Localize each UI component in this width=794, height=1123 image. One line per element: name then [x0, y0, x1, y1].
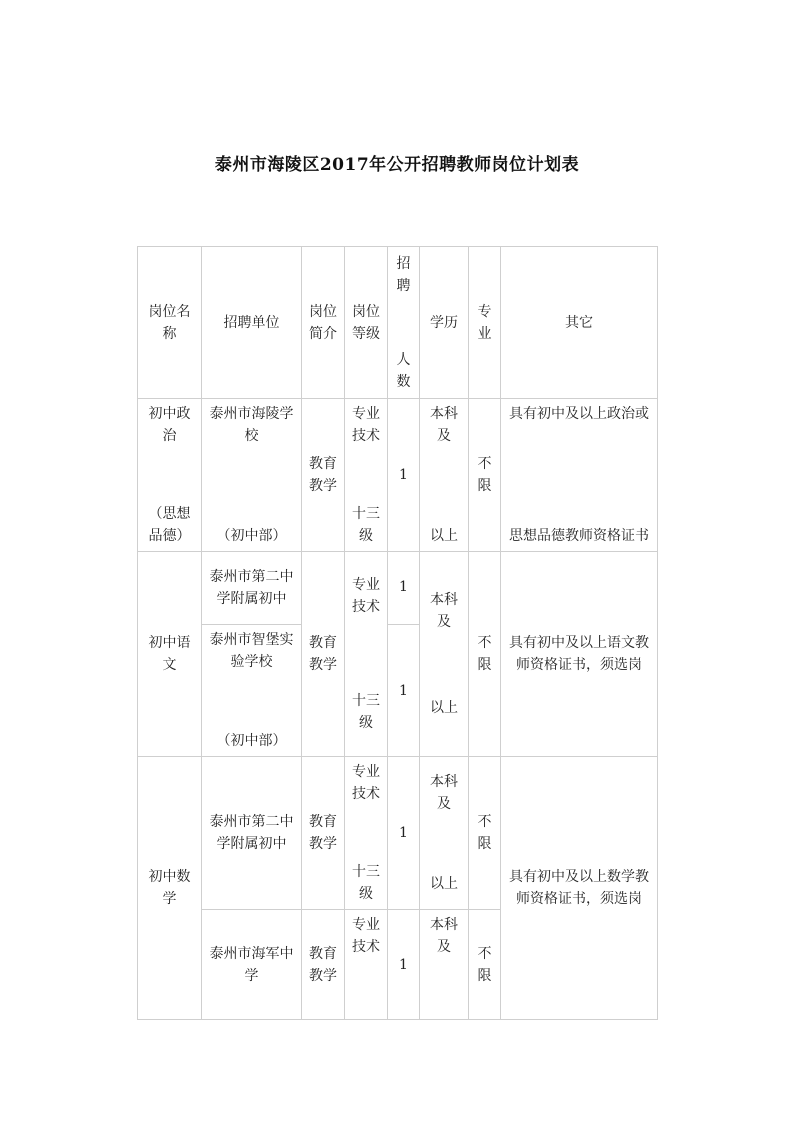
header-major: 专业: [469, 247, 501, 399]
header-intro: 岗位简介: [302, 247, 345, 399]
header-grade: 岗位等级: [345, 247, 388, 399]
grade-chinese: 专业技术 十三级: [345, 552, 388, 757]
grade-math-1: 专业技术 十三级: [345, 757, 388, 910]
page-title: 泰州市海陵区2017年公开招聘教师岗位计划表: [214, 155, 580, 175]
header-count-bottom: 人数: [396, 351, 411, 390]
other-politics: 具有初中及以上政治或 思想品德教师资格证书: [501, 399, 658, 552]
header-count: [388, 247, 420, 399]
count-math-1: 1: [388, 757, 420, 910]
header-row: [138, 247, 658, 399]
header-other: 其它: [501, 247, 658, 399]
count-politics: 1: [388, 399, 420, 552]
other-chinese: 具有初中及以上语文教师资格证书，须选岗: [501, 552, 658, 757]
other-math: 具有初中及以上数学教师资格证书，须选岗: [501, 757, 658, 1020]
count-chinese-2: 1: [388, 625, 420, 757]
major-math-2: 不限: [469, 910, 501, 1020]
edu-math-1: 本科及 以上: [420, 757, 469, 910]
header-post-name: 岗位名称: [138, 247, 202, 399]
count-math-2: 1: [388, 910, 420, 1020]
header-count-top: 招聘: [396, 255, 411, 294]
grade-politics: 专业技术 十三级: [345, 399, 388, 552]
edu-math-2: 本科及: [420, 910, 469, 1020]
edu-chinese: 本科及 以上: [420, 552, 469, 757]
unit-politics: 泰州市海陵学校 （初中部）: [202, 399, 302, 552]
major-politics: 不限: [469, 399, 501, 552]
unit-math-1: 泰州市第二中学附属初中: [202, 757, 302, 910]
unit-chinese-1: 泰州市第二中学附属初中: [202, 552, 302, 625]
recruitment-table: [137, 246, 658, 1020]
unit-chinese-2: 泰州市智堡实验学校 （初中部）: [202, 625, 302, 757]
edu-politics: 本科及 以上: [420, 399, 469, 552]
intro-math-2: 教育教学: [302, 910, 345, 1020]
unit-math-2: 泰州市海军中学: [202, 910, 302, 1020]
grade-math-2: 专业技术: [345, 910, 388, 1020]
intro-chinese: 教育教学: [302, 552, 345, 757]
major-math-1: 不限: [469, 757, 501, 910]
table-row: [138, 757, 658, 910]
header-education: 学历: [420, 247, 469, 399]
major-chinese: 不限: [469, 552, 501, 757]
count-chinese-1: 1: [388, 552, 420, 625]
header-unit: 招聘单位: [202, 247, 302, 399]
intro-politics: 教育教学: [302, 399, 345, 552]
post-math: 初中数学: [138, 757, 202, 1020]
table-row: [138, 552, 658, 625]
post-chinese: 初中语文: [138, 552, 202, 757]
intro-math-1: 教育教学: [302, 757, 345, 910]
post-politics: 初中政治 （思想品德）: [138, 399, 202, 552]
table-row: [138, 399, 658, 552]
